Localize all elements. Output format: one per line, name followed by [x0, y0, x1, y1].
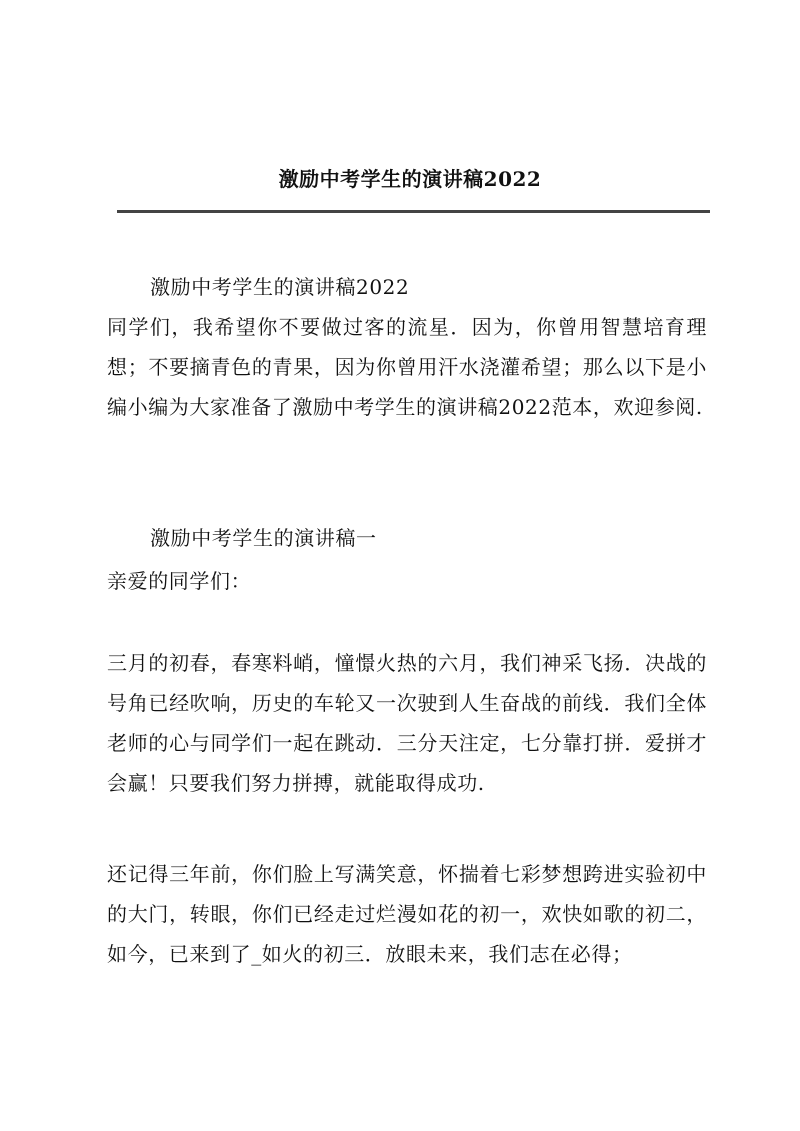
intro-paragraph: 同学们，我希望你不要做过客的流星．因为，你曾用智慧培育理想；不要摘青色的青果，因为你曾用汗水浇灌希望；那么以下是小编小编为大家准备了激励中考学生的演讲稿2022范本，欢迎参阅.: [107, 315, 707, 419]
body-paragraph-1: 三月的初春，春寒料峭，憧憬火热的六月，我们神采飞扬．决战的号角已经吹响，历史的车轮又一次驶到人生奋战的前线．我们全体老师的心与同学们一起在跳动．三分天注定，七分靠打拼．爱拼才会赢！只要我们努力拼搏，就能取得成功.: [107, 651, 707, 795]
document-title: 激励中考学生的演讲稿2022: [278, 167, 542, 191]
title-divider: [117, 210, 710, 213]
intro-heading: 激励中考学生的演讲稿2022: [150, 275, 410, 299]
body-paragraph-2: 还记得三年前，你们脸上写满笑意，怀揣着七彩梦想跨进实验初中的大门，转眼，你们已经走过烂漫如花的初一，欢快如歌的初二，如今，已来到了_如火的初三．放眼未来，我们志在必得；: [107, 862, 707, 966]
salutation: 亲爱的同学们：: [107, 569, 252, 593]
speech-heading: 激励中考学生的演讲稿一: [150, 526, 377, 550]
